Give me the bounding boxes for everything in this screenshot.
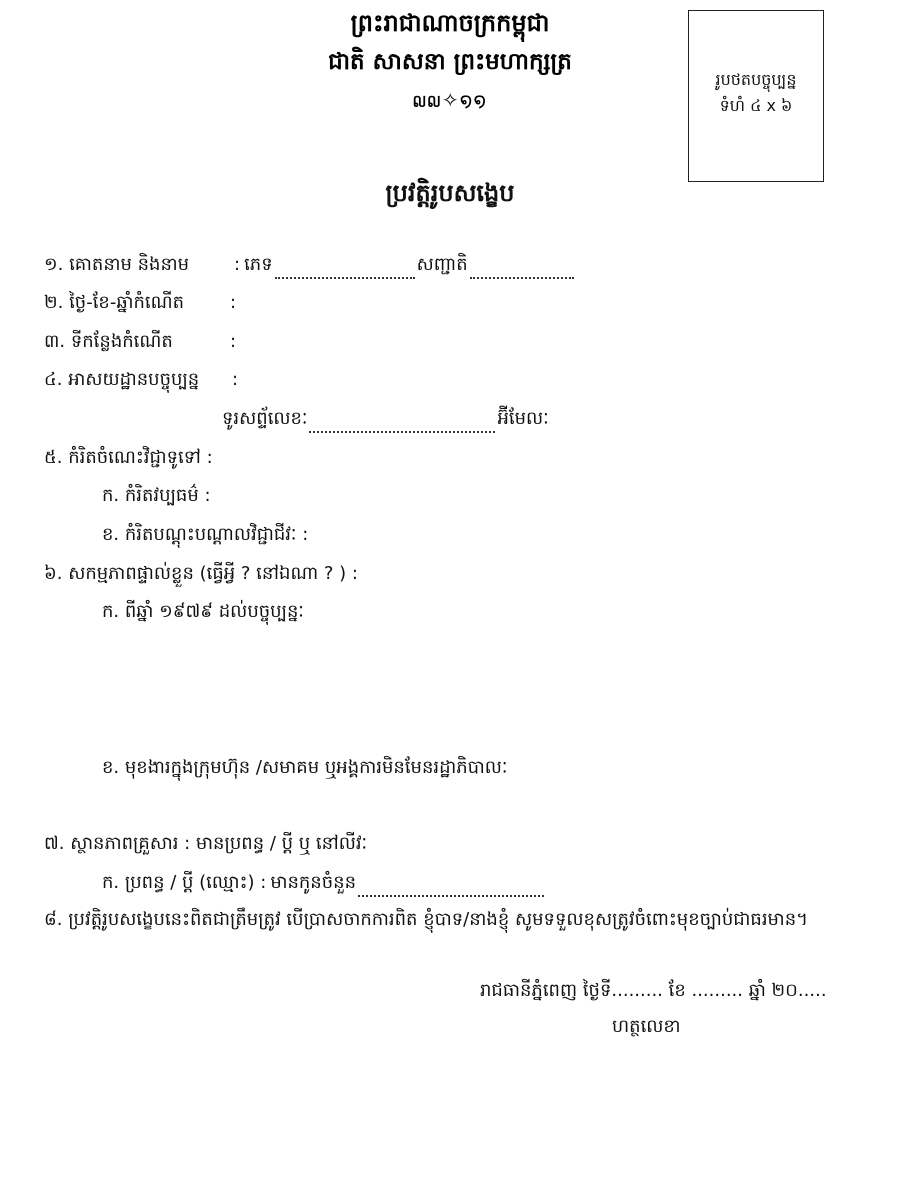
education-label: ៥. កំរិតចំណេះវិជ្ជាទូទៅ : (44, 447, 213, 468)
phone-field[interactable] (309, 431, 495, 433)
blank-line-4 (44, 793, 844, 823)
kingdom-heading: ព្រះរាជាណាចក្រកម្ពុជា (350, 9, 550, 37)
company-label: ខ. មុខងារក្នុងក្រុមហ៊ុន /សមាគម ឬអង្គការមិនមែនរដ្ឋាភិបាលៈ (102, 757, 508, 778)
name-label: ១. គោតនាម និងនាម (44, 254, 190, 275)
motto-heading: ជាតិ សាសនា ព្រះមហាក្សត្រ (328, 49, 572, 75)
form-title: ប្រវត្តិរូបសង្ខេប (385, 179, 515, 207)
children-label: មានកូនចំនួន (270, 872, 357, 893)
name-row (44, 252, 836, 282)
pob-label: ៣. ទីកន្លែងកំណើត (44, 331, 173, 352)
photo-caption: រូបថតបច្ចុប្បន្ន (715, 70, 797, 89)
vocational-row (102, 522, 840, 552)
signature-label: ហត្ថលេខា (612, 1016, 681, 1037)
family-row (44, 831, 840, 861)
dob-label: ២. ថ្ងៃ-ខែ-ឆ្នាំកំណើត (44, 292, 185, 313)
gender-field[interactable] (275, 277, 415, 279)
children-field[interactable] (358, 895, 544, 897)
vocational-label: ខ. កំរិតបណ្តុះបណ្តាលវិជ្ជាជីវៈ : (102, 524, 309, 545)
contact-row (222, 406, 840, 436)
culture-label: ក. កំរិតវប្បធម៌ : (102, 485, 211, 506)
gender-label: ភេទ (244, 254, 273, 275)
phone-label: ទូរសព្ទ័លេខៈ (222, 408, 308, 429)
company-row (102, 755, 842, 785)
spouse-row (102, 870, 842, 900)
address-colon: : (232, 369, 239, 390)
declaration-text: ៨. ប្រវត្តិរូបសង្ខេបនេះពិតជាត្រឹមត្រូវ បើប្រាសចាកការពិត ខ្ញុំបាទ/នាងខ្ញុំ សូមទទួលខុសត្រូវចំពោះមុខច្បាប់ជាធរមាន។ (44, 909, 808, 930)
family-label: ៧. ស្ថានភាពគ្រួសារ : មានប្រពន្ធ / ប្តី ឬ នៅលីវៈ (44, 833, 368, 854)
name-colon: : (234, 254, 241, 275)
place-date-line: រាជធានីភ្នំពេញ ថ្ងៃទី......... ខែ ......... ឆ្នាំ ២០..... (480, 980, 827, 1001)
address-label: ៤. អាសយដ្ឋានបច្ចុប្បន្ន (44, 369, 200, 390)
career-row (44, 561, 544, 591)
nationality-field[interactable] (470, 277, 574, 279)
pob-row (44, 329, 840, 359)
email-label: អ៊ីមែលៈ (497, 408, 549, 429)
nationality-label: សញ្ជាតិ (416, 254, 468, 275)
spouse-label: ក. ប្រពន្ធ / ប្តី (ឈ្មោះ) : (102, 872, 267, 893)
address-row (44, 367, 840, 397)
pob-colon: : (230, 331, 237, 352)
blank-line-3 (44, 716, 844, 746)
ornament-divider: ໙໙✧໑໑ (412, 88, 488, 112)
photo-box (688, 10, 824, 182)
dob-row (44, 290, 840, 320)
since-label: ក. ពីឆ្នាំ ១៩៧៩ ដល់បច្ចុប្បន្នៈ (102, 601, 304, 622)
career-label: ៦. សកម្មភាពផ្ទាល់ខ្លួន (ធ្វើអ្វី ? នៅឯណា ? ) : (44, 563, 358, 584)
education-row (44, 445, 444, 475)
since-row (102, 599, 842, 629)
photo-size: ទំហំ ៤ x ៦ (719, 96, 793, 115)
blank-line-2 (44, 677, 844, 707)
dob-colon: : (230, 292, 237, 313)
culture-row (102, 483, 840, 513)
declaration-row (44, 907, 854, 937)
blank-line-1 (44, 638, 844, 668)
